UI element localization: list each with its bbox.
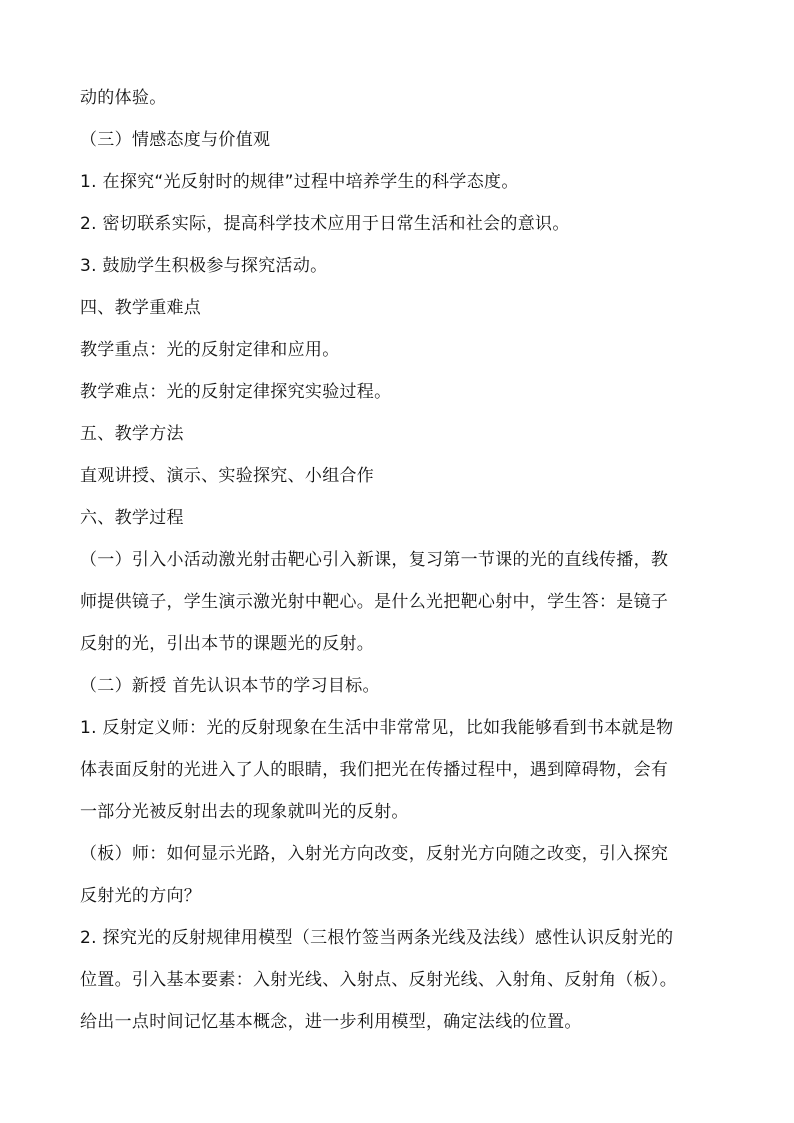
paragraph-line: （一）引入小活动激光射击靶心引入新课，复习第一节课的光的直线传播，教: [80, 550, 669, 570]
paragraph-line: 体表面反射的光进入了人的眼睛，我们把光在传播过程中，遇到障碍物，会有: [80, 760, 669, 780]
paragraph-line: 给出一点时间记忆基本概念，进一步利用模型，确定法线的位置。: [80, 1012, 582, 1032]
paragraph-line: 2. 探究光的反射规律用模型（三根竹签当两条光线及法线）感性认识反射光的: [80, 928, 674, 948]
text-line: 教学难点：光的反射定律探究实验过程。: [80, 382, 392, 402]
paragraph-line: 反射光的方向？: [80, 886, 202, 906]
section-heading: 六、教学过程: [80, 508, 184, 528]
section-heading: 四、教学重难点: [80, 298, 202, 318]
paragraph-line: （板）师：如何显示光路，入射光方向改变，反射光方向随之改变，引入探究: [80, 844, 669, 864]
paragraph-line: 一部分光被反射出去的现象就叫光的反射。: [80, 802, 409, 822]
text-line: 动的体验。: [80, 88, 167, 108]
section-heading: （三）情感态度与价值观: [80, 130, 271, 150]
list-item: 2. 密切联系实际，提高科学技术应用于日常生活和社会的意识。: [80, 214, 570, 234]
text-line: 直观讲授、演示、实验探究、小组合作: [80, 466, 375, 486]
list-item: 3. 鼓励学生积极参与探究活动。: [80, 256, 328, 276]
paragraph-line: 反射的光，引出本节的课题光的反射。: [80, 634, 375, 654]
section-heading: （二）新授 首先认识本节的学习目标。: [80, 676, 380, 696]
paragraph-line: 师提供镜子，学生演示激光射中靶心。是什么光把靶心射中，学生答：是镜子: [80, 592, 669, 612]
text-line: 教学重点：光的反射定律和应用。: [80, 340, 340, 360]
paragraph-line: 1. 反射定义师：光的反射现象在生活中非常常见，比如我能够看到书本就是物: [80, 718, 674, 738]
section-heading: 五、教学方法: [80, 424, 184, 444]
list-item: 1. 在探究“光反射时的规律”过程中培养学生的科学态度。: [80, 172, 519, 192]
paragraph-line: 位置。引入基本要素：入射光线、入射点、反射光线、入射角、反射角（板）。: [80, 970, 677, 990]
